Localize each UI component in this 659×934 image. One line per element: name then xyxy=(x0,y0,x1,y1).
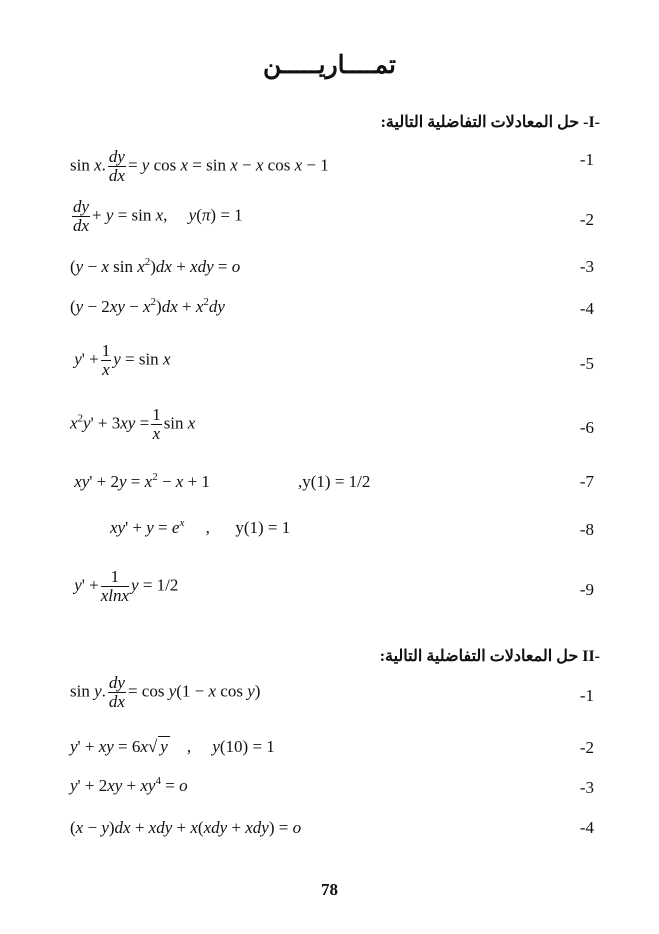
equation: $xy' + 2y = x^2 - x + 1$ xyxy=(74,471,210,491)
exercise-number: -3 xyxy=(579,778,594,797)
section-heading-1: -I- حل المعادلات التفاضلية التالية: xyxy=(380,114,600,131)
exercise-number: -6 xyxy=(579,418,594,437)
equation: sin y. $\frac{dy}{dx}$ = cos y(1 − x cos y) xyxy=(70,673,261,711)
equation: $xy' + y = e^x$ , y(1) = 1 xyxy=(110,517,291,537)
equation: $(y - 2xy - x^2)dx + x^2dy$ xyxy=(70,296,225,316)
exercise-number: -8 xyxy=(579,520,594,539)
equation: y' + $\frac{1}{x}$ y = sin x xyxy=(74,341,171,379)
equation: y' + $\frac{1}{xlnx}$ y = 1/2 xyxy=(74,567,179,605)
equation: y' + xy = 6x√ y , y(10) = 1 xyxy=(70,737,275,756)
initial-condition: ,y(1) = 1/2 xyxy=(298,472,371,491)
exercise-number: -5 xyxy=(579,354,594,373)
exercise-number: -9 xyxy=(579,580,594,599)
section-heading-2: -II حل المعادلات التفاضلية التالية: xyxy=(379,648,600,665)
exercise-number: -7 xyxy=(579,472,594,491)
equation: $\frac{dy}{dx}$ + y = sin x, y(π) = 1 xyxy=(73,197,243,235)
exercise-number: -4 xyxy=(579,299,594,318)
page-title: تمــــاريـــــن xyxy=(262,52,396,79)
exercise-number: -2 xyxy=(579,210,594,229)
page-number: 78 xyxy=(321,880,338,899)
equation: $x^2y' + 3xy$ = $\frac{1}{x}$ sin x xyxy=(70,405,196,443)
equation: (y − x $\sin x^2)dx$ + xdy = o xyxy=(70,256,241,276)
equation: sin x. $\frac{dy}{dx}$ = y cos x = sin x − x cos x − 1 xyxy=(70,147,329,185)
equation: (x − y)dx + xdy + x(xdy + xdy) = o xyxy=(70,818,302,837)
equation: $y' + 2xy + xy^4 = o$ xyxy=(70,775,188,795)
exercise-number: -3 xyxy=(579,257,594,276)
exercise-number: -1 xyxy=(579,686,594,705)
exercise-number: -4 xyxy=(579,818,594,837)
exercise-number: -1 xyxy=(579,150,594,169)
exercise-number: -2 xyxy=(579,738,594,757)
